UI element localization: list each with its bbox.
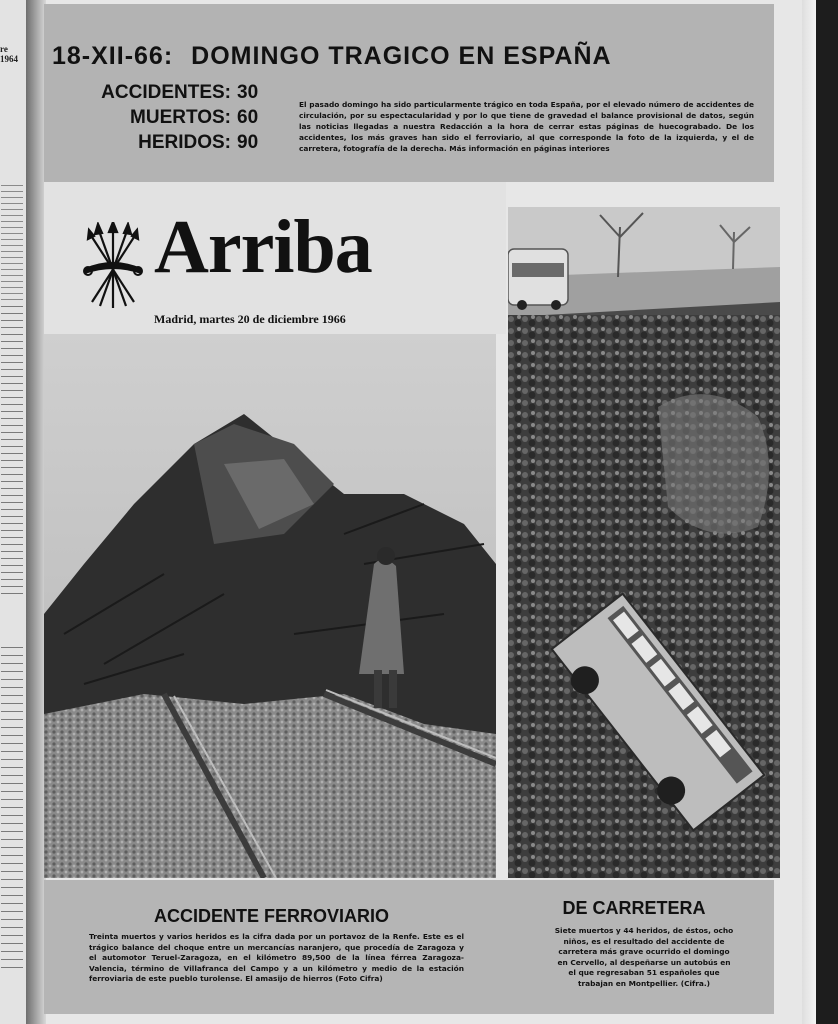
headline-date: 18-XII-66: bbox=[52, 42, 174, 70]
adjacent-text-fragment bbox=[1, 300, 23, 600]
stat-value: 90 bbox=[237, 132, 259, 153]
intro-paragraph: El pasado domingo ha sido particularmente trágico en toda España, por el elevado número de accidentes de circulación, por su espectacularidad y por lo que tiene de gravedad el balance provisional de datos, según las noticias llegadas a nuestra Redacción a la hora de cerrar estas páginas de huecograbado. De los accidentes, los más graves han sido el ferroviario, al que corresponde la foto de la izquierda, y el de carretera, fotografía de la derecha. Más información en páginas interiores bbox=[299, 100, 754, 153]
adjacent-text-fragment bbox=[1, 640, 23, 970]
stat-label: HERIDOS: bbox=[138, 132, 231, 153]
train-accident-title: ACCIDENTE FERROVIARIO bbox=[153, 906, 389, 926]
train-accident-caption: Treinta muertos y varios heridos es la cifra dada por un portavoz de la Renfe. Este es el trágico balance del choque entre un mercancías naranjero, que procedía de Zaragoza y el automotor Teruel-Zaragoza, en el kilómetro 89,500 de la línea férrea Zaragoza-Valencia, término de Villafranca del Campo y a un kilómetro y medio de la estación ferroviaria de este pueblo turolense. El amasijo de hierros (Foto Cifra) bbox=[89, 932, 464, 984]
newspaper-dateline: Madrid, martes 20 de diciembre 1966 bbox=[154, 312, 346, 326]
newspaper-page bbox=[26, 0, 816, 1024]
train-wreck-photo bbox=[44, 334, 496, 878]
headline-text: DOMINGO TRAGICO EN ESPAÑA bbox=[191, 42, 612, 70]
masthead bbox=[44, 182, 506, 334]
stat-value: 60 bbox=[237, 107, 259, 128]
adjacent-page-year: re 1964 bbox=[0, 44, 18, 64]
road-accident-caption: Siete muertos y 44 heridos, de éstos, ocho niños, es el resultado del accidente de carretera más grave ocurrido el domingo en Cervello, al despeñarse un autobús en el que regresaban 51 españoles que trabajan en Montpellier. (Cifra.) bbox=[554, 926, 734, 988]
bottom-caption-band bbox=[44, 880, 774, 1014]
road-accident-title: DE CARRETERA bbox=[562, 898, 706, 918]
stat-label: MUERTOS: bbox=[130, 107, 231, 128]
stat-label: ACCIDENTES: bbox=[101, 82, 231, 103]
stat-row bbox=[101, 80, 269, 105]
top-headline-band bbox=[44, 4, 774, 182]
page-gutter bbox=[26, 0, 46, 1024]
yoke-and-arrows-icon bbox=[82, 222, 144, 312]
stat-value: 30 bbox=[237, 82, 259, 103]
casualty-stats bbox=[101, 80, 269, 155]
main-headline bbox=[52, 42, 612, 71]
page-right-edge bbox=[802, 0, 816, 1024]
stat-row bbox=[101, 130, 269, 155]
adjacent-text-fragment bbox=[1, 180, 23, 300]
stat-row bbox=[101, 105, 269, 130]
adjacent-page-edge bbox=[0, 0, 26, 1024]
bus-crash-photo bbox=[508, 207, 780, 878]
newspaper-title: Arriba bbox=[154, 205, 372, 289]
